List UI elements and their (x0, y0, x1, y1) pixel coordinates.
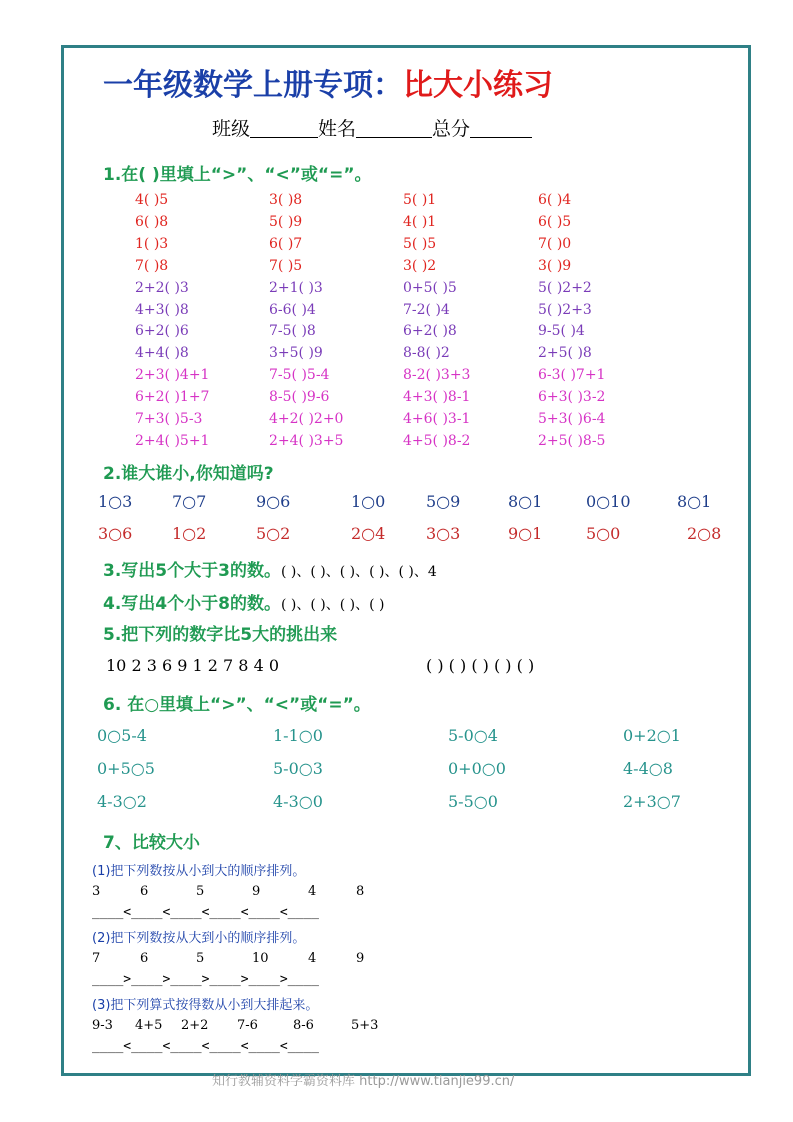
q1-exercise[interactable]: 4+5( )8-2 (403, 432, 471, 449)
q7-number: 9 (356, 951, 365, 966)
q3-answer-blanks[interactable]: ( )、( )、( )、( )、( )、4 (280, 564, 437, 580)
score-label: 总分 (432, 118, 471, 140)
q1-exercise[interactable]: 6+2( )8 (403, 323, 457, 340)
q6-comparison[interactable]: 2+3○7 (623, 792, 681, 811)
q6-comparison[interactable]: 5-0○4 (448, 726, 498, 745)
q1-exercise[interactable]: 6( )7 (269, 235, 303, 252)
class-blank[interactable] (250, 119, 318, 138)
q1-exercise[interactable]: 4+2( )2+0 (269, 411, 344, 427)
q1-exercise[interactable]: 2+4( )3+5 (269, 432, 344, 449)
q6-comparison[interactable]: 4-4○8 (623, 759, 673, 778)
q1-exercise[interactable]: 7+3( )5-3 (135, 411, 203, 427)
title-highlight: 比大小练习 (403, 68, 553, 103)
q1-exercise[interactable]: 6+3( )3-2 (538, 389, 606, 406)
q1-exercise[interactable]: 6( )8 (135, 213, 169, 230)
q5-answer-blanks[interactable]: ( ) ( ) ( ) ( ) ( ) (426, 656, 535, 675)
q1-exercise[interactable]: 5( )2+2 (538, 279, 592, 296)
q7-number: 3 (92, 884, 101, 899)
q1-title: 1.在( )里填上“>”、“<”或“=”。 (103, 165, 372, 185)
q1-exercise[interactable]: 6-6( )4 (269, 301, 316, 318)
q7-number: 5 (196, 951, 205, 966)
score-blank[interactable] (470, 119, 532, 138)
q1-exercise[interactable]: 2+1( )3 (269, 279, 323, 296)
q3-line (103, 556, 437, 581)
q7-number: 4 (308, 951, 317, 966)
q7-number: 6 (140, 884, 149, 899)
q7-number: 9-3 (92, 1018, 113, 1033)
q1-exercise[interactable]: 9-5( )4 (538, 323, 585, 340)
q1-exercise[interactable]: 5( )9 (269, 213, 303, 230)
q2-comparison[interactable]: 8○1 (677, 492, 712, 511)
class-label: 班级 (212, 118, 251, 140)
q7-order-blanks[interactable]: ____<____<____<____<____<____ (92, 1039, 319, 1054)
q1-exercise[interactable]: 3( )2 (403, 257, 437, 274)
q1-exercise[interactable]: 6( )4 (538, 192, 572, 208)
q4-answer-blanks[interactable]: ( )、( )、( )、( ) (280, 597, 385, 613)
q1-exercise[interactable]: 3+5( )9 (269, 345, 323, 362)
q1-exercise[interactable]: 8-5( )9-6 (269, 389, 330, 406)
q7-subquestion-label: (1)把下列数按从小到大的顺序排列。 (92, 864, 306, 879)
q2-comparison[interactable]: 2○4 (351, 524, 386, 543)
q1-exercise[interactable]: 7-5( )5-4 (269, 367, 330, 384)
q2-comparison[interactable]: 2○8 (687, 524, 722, 543)
q1-exercise[interactable]: 3( )9 (538, 257, 572, 274)
q7-number: 2+2 (181, 1018, 209, 1033)
q1-exercise[interactable]: 6+2( )1+7 (135, 389, 210, 406)
q7-number: 10 (252, 951, 269, 966)
q6-comparison[interactable]: 0+5○5 (97, 759, 155, 778)
q4-line (103, 589, 384, 614)
page-title (103, 60, 553, 104)
q2-comparison[interactable]: 3○6 (98, 524, 133, 543)
q1-exercise[interactable]: 2+5( )8-5 (538, 432, 606, 449)
q1-exercise[interactable]: 2+5( )8 (538, 345, 592, 362)
name-blank[interactable] (356, 119, 432, 138)
q7-order-blanks[interactable]: ____<____<____<____<____<____ (92, 905, 319, 920)
q7-number: 6 (140, 951, 149, 966)
q1-exercise[interactable]: 4+3( )8-1 (403, 389, 471, 406)
q1-exercise[interactable]: 7( )5 (269, 257, 303, 274)
q1-exercise[interactable]: 7( )0 (538, 235, 572, 252)
q7-number: 7 (92, 951, 101, 966)
q7-number: 7-6 (237, 1018, 258, 1033)
q1-exercise[interactable]: 4+3( )8 (135, 301, 189, 318)
q2-comparison[interactable]: 9○1 (508, 524, 543, 543)
q2-comparison[interactable]: 8○1 (508, 492, 543, 511)
q1-exercise[interactable]: 2+2( )3 (135, 279, 189, 296)
q2-comparison[interactable]: 1○3 (98, 492, 133, 511)
q2-comparison[interactable]: 9○6 (256, 492, 291, 511)
q1-exercise[interactable]: 7-2( )4 (403, 301, 450, 318)
q1-exercise[interactable]: 4+4( )8 (135, 345, 189, 362)
q1-exercise[interactable]: 4( )1 (403, 213, 437, 230)
q6-comparison[interactable]: 4-3○2 (97, 792, 147, 811)
q1-exercise[interactable]: 8-2( )3+3 (403, 367, 471, 384)
footer-watermark: 知行教辅资料学霸资料库 http://www.tianjie99.cn/ (212, 1074, 515, 1089)
q2-comparison[interactable]: 5○9 (426, 492, 461, 511)
q1-exercise[interactable]: 2+4( )5+1 (135, 432, 210, 449)
q1-exercise[interactable]: 1( )3 (135, 235, 169, 252)
q6-comparison[interactable]: 0○5-4 (97, 726, 147, 745)
q6-comparison[interactable]: 1-1○0 (273, 726, 323, 745)
q1-exercise[interactable]: 2+3( )4+1 (135, 367, 210, 384)
q7-number: 9 (252, 884, 261, 899)
q5-title: 5.把下列的数字比5大的挑出来 (103, 625, 338, 645)
q7-subquestion-label: (3)把下列算式按得数从小到大排起来。 (92, 998, 319, 1013)
q2-comparison[interactable]: 5○2 (256, 524, 291, 543)
q7-order-blanks[interactable]: ____>____>____>____>____>____ (92, 972, 319, 987)
q1-exercise[interactable]: 5( )5 (403, 235, 437, 252)
q6-comparison[interactable]: 5-5○0 (448, 792, 498, 811)
q7-number: 8-6 (293, 1018, 314, 1033)
q1-exercise[interactable]: 7( )8 (135, 257, 169, 274)
student-info-line (212, 114, 532, 141)
q2-comparison[interactable]: 7○7 (172, 492, 207, 511)
q6-comparison[interactable]: 0+2○1 (623, 726, 681, 745)
q1-exercise[interactable]: 5+3( )6-4 (538, 411, 606, 427)
name-label: 姓名 (318, 118, 357, 140)
q2-comparison[interactable]: 1○2 (172, 524, 207, 543)
q1-exercise[interactable]: 4+6( )3-1 (403, 411, 471, 427)
q7-number: 5 (196, 884, 205, 899)
q7-number: 5+3 (351, 1018, 379, 1033)
q1-exercise[interactable]: 8-8( )2 (403, 345, 450, 362)
q1-exercise[interactable]: 4( )5 (135, 192, 169, 208)
q1-exercise[interactable]: 6+2( )6 (135, 323, 189, 340)
q1-exercise[interactable]: 3( )8 (269, 192, 303, 208)
q7-title: 7、比较大小 (103, 833, 200, 853)
q7-number: 8 (356, 884, 365, 899)
q1-exercise[interactable]: 6( )5 (538, 213, 572, 230)
q1-exercise[interactable]: 5( )2+3 (538, 301, 592, 318)
q7-number: 4 (308, 884, 317, 899)
q7-number: 4+5 (135, 1018, 163, 1033)
q2-comparison[interactable]: 1○0 (351, 492, 386, 511)
q6-comparison[interactable]: 5-0○3 (273, 759, 323, 778)
q2-title: 2.谁大谁小,你知道吗? (103, 464, 274, 484)
q1-exercise[interactable]: 0+5( )5 (403, 279, 457, 296)
q3-title: 3.写出5个大于3的数。 (103, 561, 281, 581)
title-main: 一年级数学上册专项： (103, 68, 403, 103)
q6-comparison[interactable]: 0+0○0 (448, 759, 506, 778)
q4-title: 4.写出4个小于8的数。 (103, 594, 281, 614)
q7-subquestion-label: (2)把下列数按从大到小的顺序排列。 (92, 931, 306, 946)
q1-exercise[interactable]: 6-3( )7+1 (538, 367, 606, 384)
q2-comparison[interactable]: 3○3 (426, 524, 461, 543)
q1-exercise[interactable]: 7-5( )8 (269, 323, 316, 340)
q2-comparison[interactable]: 0○10 (586, 492, 631, 511)
q5-numbers: 10 2 3 6 9 1 2 7 8 4 0 (106, 656, 280, 675)
q6-title: 6. 在○里填上“>”、“<”或“=”。 (103, 695, 371, 715)
q2-comparison[interactable]: 5○0 (586, 524, 621, 543)
q1-exercise[interactable]: 5( )1 (403, 192, 437, 208)
q6-comparison[interactable]: 4-3○0 (273, 792, 323, 811)
